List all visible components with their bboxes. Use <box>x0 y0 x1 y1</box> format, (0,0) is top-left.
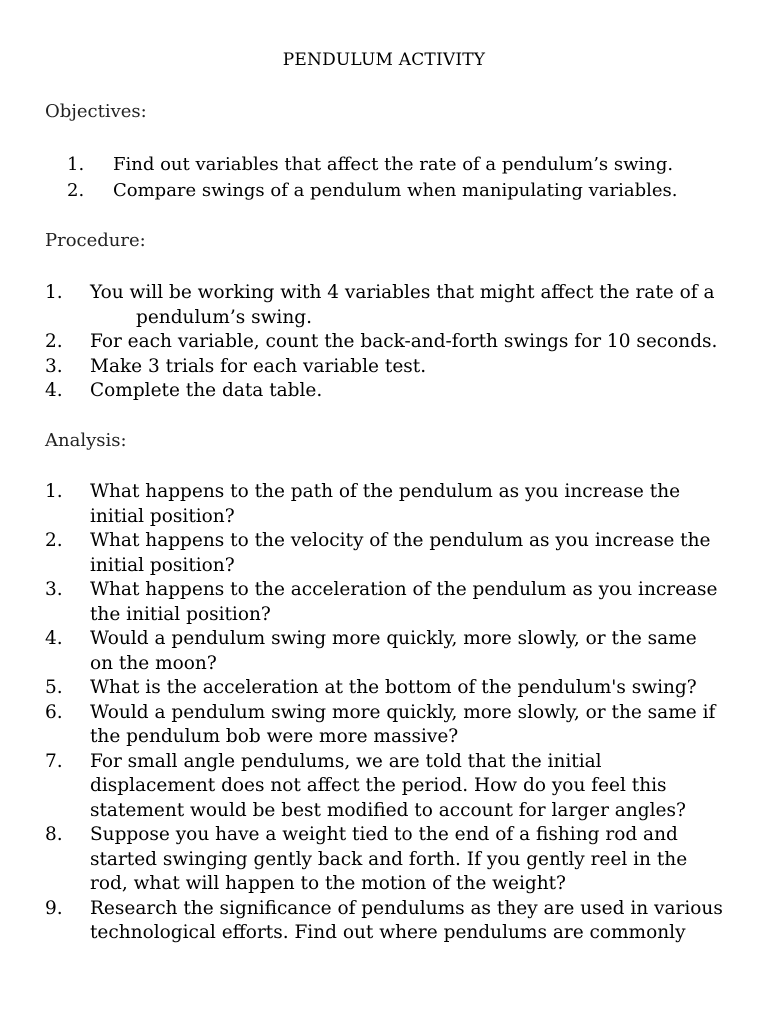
analysis-heading: Analysis: <box>45 430 127 451</box>
list-item <box>45 701 725 750</box>
procedure-heading: Procedure: <box>45 230 146 251</box>
procedure-list <box>45 281 725 404</box>
list-item <box>45 480 725 529</box>
list-item <box>45 529 725 578</box>
list-item-text: For each variable, count the back-and-forth swings for 10 seconds. <box>90 331 718 352</box>
list-item <box>45 676 725 701</box>
list-item-text: What is the acceleration at the bottom of the pendulum's swing? <box>90 677 697 698</box>
list-item-text: Find out variables that affect the rate of a pendulum’s swing. <box>113 154 674 175</box>
list-item-number: 1. <box>45 282 63 303</box>
list-item-number: 2. <box>45 530 63 551</box>
list-item <box>67 178 678 204</box>
list-item-text: What happens to the path of the pendulum as you increase the initial position? <box>90 481 681 527</box>
list-item <box>45 897 725 946</box>
list-item-text: Suppose you have a weight tied to the end of a fishing rod and started swinging gently back and forth. If you gently reel in the rod, what will happen to the motion of the weight? <box>90 824 688 894</box>
list-item <box>45 627 725 676</box>
list-item-text <box>90 281 725 330</box>
analysis-list <box>45 480 725 946</box>
list-item-text: Research the significance of pendulums as they are used in various technological efforts. Find out where pendulums are commonly <box>90 897 723 943</box>
list-item-text: What happens to the velocity of the pendulum as you increase the initial position? <box>90 530 711 576</box>
list-item-text: Would a pendulum swing more quickly, more slowly, or the same on the moon? <box>90 628 697 674</box>
list-item-text: For small angle pendulums, we are told that the initial displacement does not affect the period. How do you feel this statement would be best modified to account for larger angles? <box>90 750 686 821</box>
list-item-number: 4. <box>45 628 63 649</box>
list-item <box>45 281 725 330</box>
list-item-number: 2. <box>67 180 85 201</box>
list-item-number: 6. <box>45 701 63 723</box>
list-item-number: 1. <box>45 481 63 502</box>
list-item <box>45 750 725 824</box>
list-item-number: 8. <box>45 824 63 845</box>
list-item-text: Compare swings of a pendulum when manipulating variables. <box>113 180 678 201</box>
objectives-heading: Objectives: <box>45 101 147 122</box>
list-item-number: 7. <box>45 750 63 772</box>
list-item <box>45 379 725 404</box>
list-item-continuation: pendulum’s swing. <box>136 306 312 328</box>
list-item-number: 3. <box>45 579 63 600</box>
list-item-text: What happens to the acceleration of the pendulum as you increase the initial position? <box>90 579 718 625</box>
list-item-number: 2. <box>45 331 63 352</box>
list-item <box>45 578 725 627</box>
list-item <box>45 330 725 355</box>
list-item-text-line: You will be working with 4 variables that might affect the rate of a <box>90 282 715 303</box>
list-item-number: 1. <box>67 154 85 175</box>
list-item <box>67 152 678 178</box>
list-item <box>45 823 725 897</box>
page-title: PENDULUM ACTIVITY <box>282 50 486 70</box>
list-item-text: Make 3 trials for each variable test. <box>90 355 427 377</box>
list-item-number: 5. <box>45 677 63 698</box>
list-item-text: Would a pendulum swing more quickly, more slowly, or the same if the pendulum bob were more massive? <box>90 701 716 747</box>
list-item-number: 4. <box>45 380 63 401</box>
objectives-list <box>67 152 678 204</box>
list-item <box>45 355 725 380</box>
list-item-number: 3. <box>45 355 63 377</box>
list-item-text: Complete the data table. <box>90 380 323 401</box>
list-item-number: 9. <box>45 897 63 919</box>
